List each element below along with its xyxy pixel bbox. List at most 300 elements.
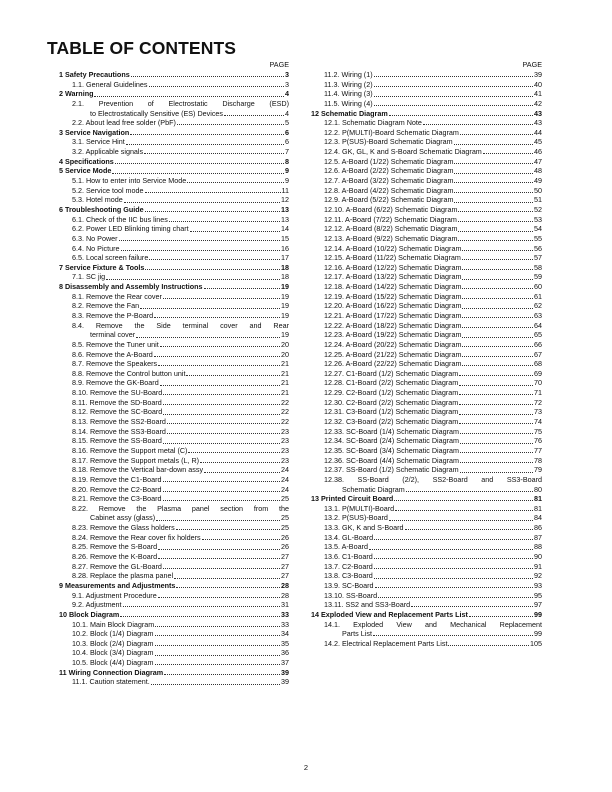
toc-entry-page: 66 <box>534 339 542 349</box>
toc-entry-title: 12.16. A-Board (12/22) Schematic Diagram <box>324 262 462 272</box>
dot-leader <box>167 427 280 437</box>
dot-leader <box>158 552 280 562</box>
toc-entry[interactable] <box>311 253 542 263</box>
toc-entry-page: 22 <box>281 397 289 407</box>
dot-leader <box>462 321 533 331</box>
toc-entry-title: 12.6. A-Board (2/22) Schematic Diagram <box>324 166 454 176</box>
toc-entry-title: 8.13. Remove the SS2-Board <box>72 417 166 427</box>
dot-leader <box>405 523 533 533</box>
toc-entry[interactable] <box>59 244 289 254</box>
toc-entry[interactable] <box>311 109 542 119</box>
page-column-label: PAGE <box>269 60 289 69</box>
toc-entry[interactable] <box>59 571 289 581</box>
dot-leader <box>395 504 533 514</box>
toc-entry[interactable] <box>59 70 289 80</box>
toc-entry-page: 15 <box>281 233 289 243</box>
toc-entry[interactable] <box>59 591 289 601</box>
toc-entry-title: 13.10. SS-Board <box>324 590 378 600</box>
toc-entry[interactable] <box>311 571 542 581</box>
toc-entry[interactable] <box>59 205 289 215</box>
toc-entry[interactable] <box>311 359 542 369</box>
dot-leader <box>174 571 280 581</box>
dot-leader <box>115 157 284 167</box>
toc-entry-title: 8.11. Remove the SD-Board <box>72 397 162 407</box>
dot-leader <box>454 186 533 196</box>
toc-entry-page: 62 <box>534 301 542 311</box>
toc-entry[interactable] <box>311 321 542 331</box>
toc-entry-title: 6.1. Check of the IIC bus lines <box>72 214 168 224</box>
toc-entry-title: 12.34. SC-Board (2/4) Schematic Diagram <box>324 436 460 446</box>
toc-entry-title: 13 Printed Circuit Board <box>311 494 394 504</box>
toc-entry-title: 12.26. A-Board (22/22) Schematic Diagram <box>324 359 462 369</box>
toc-entry-title: 8.22. Remove the Plasma panel section from the <box>72 503 289 513</box>
dot-leader <box>155 620 280 630</box>
toc-entry[interactable] <box>311 263 542 273</box>
toc-entry[interactable] <box>311 205 542 215</box>
toc-entry[interactable] <box>311 494 542 504</box>
toc-entry-title: 9.1. Adjustment Procedure <box>72 590 157 600</box>
toc-entry[interactable] <box>59 215 289 225</box>
toc-entry[interactable] <box>59 253 289 263</box>
toc-entry-title: 12.8. A-Board (4/22) Schematic Diagram <box>324 185 454 195</box>
toc-entry[interactable] <box>311 562 542 572</box>
toc-entry[interactable] <box>311 398 542 408</box>
toc-entry-page: 63 <box>534 311 542 320</box>
dot-leader <box>163 407 280 417</box>
toc-entry[interactable] <box>59 620 289 630</box>
toc-entry[interactable] <box>59 485 289 495</box>
toc-entry-title: 8.15. Remove the SS-Board <box>72 436 162 446</box>
dot-leader <box>154 350 280 360</box>
toc-entry[interactable] <box>311 244 542 254</box>
toc-entry[interactable] <box>59 456 289 466</box>
toc-entry[interactable] <box>311 465 542 475</box>
toc-entry[interactable] <box>59 629 289 639</box>
toc-entry-title: 12.33. SC-Board (1/4) Schematic Diagram <box>324 426 460 436</box>
dot-leader <box>462 253 533 263</box>
dot-leader <box>176 581 280 591</box>
toc-entry[interactable] <box>311 427 542 437</box>
toc-entry-title: 12.20. A-Board (16/22) Schematic Diagram <box>324 301 462 311</box>
toc-entry-page: 91 <box>534 561 542 571</box>
toc-entry[interactable] <box>59 610 289 620</box>
toc-entry[interactable] <box>59 417 289 427</box>
dot-leader <box>460 456 533 466</box>
toc-entry-title: 8.8. Remove the Control button unit <box>72 368 186 378</box>
toc-entry-page: 27 <box>281 561 289 571</box>
toc-entry[interactable] <box>59 321 289 331</box>
toc-entry-title: 12.23. A-Board (19/22) Schematic Diagram <box>324 330 462 340</box>
toc-entry-title: 12.24. A-Board (20/22) Schematic Diagram <box>324 339 462 349</box>
dot-leader <box>458 215 533 225</box>
toc-entry-title: 10.5. Block (4/4) Diagram <box>72 658 154 668</box>
dot-leader <box>462 244 533 254</box>
toc-entry-title: 5.1. How to enter into Service Mode <box>72 176 187 186</box>
toc-entry-title: 8.23. Remove the Glass holders <box>72 523 175 533</box>
toc-entry[interactable] <box>59 600 289 610</box>
toc-entry-page: 52 <box>534 204 542 214</box>
toc-entry-title: 13.6. C1-Board <box>324 552 373 562</box>
dot-leader <box>459 407 533 417</box>
toc-entry-page: 79 <box>534 465 542 475</box>
toc-entry[interactable] <box>59 195 289 205</box>
dot-leader <box>187 176 284 186</box>
toc-entry[interactable] <box>311 620 542 630</box>
toc-entry-page: 49 <box>534 176 542 186</box>
toc-entry-page: 21 <box>281 359 289 369</box>
toc-entry-title: 12.35. SC-Board (3/4) Schematic Diagram <box>324 445 460 455</box>
toc-entry-page: 11 <box>281 185 289 195</box>
dot-leader <box>374 571 533 581</box>
toc-entry-title: 5.3. Hotel mode <box>72 195 123 205</box>
toc-entry[interactable] <box>311 552 542 562</box>
toc-entry[interactable] <box>311 600 542 610</box>
dot-leader <box>389 109 533 119</box>
dot-leader <box>458 205 533 215</box>
toc-entry-page: 19 <box>281 282 289 292</box>
dot-leader <box>406 485 533 495</box>
dot-leader <box>483 147 533 157</box>
toc-entry-title: 12.29. C2-Board (1/2) Schematic Diagram <box>324 388 459 398</box>
toc-entry[interactable] <box>311 330 542 340</box>
toc-entry-title: 10 Block Diagram <box>59 609 120 619</box>
dot-leader <box>460 436 533 446</box>
toc-entry[interactable] <box>59 369 289 379</box>
toc-entry-title: 8.2. Remove the Fan <box>72 301 140 311</box>
toc-entry[interactable] <box>59 311 289 321</box>
toc-entry[interactable] <box>59 128 289 138</box>
toc-entry-title: 13.7. C2-Board <box>324 561 373 571</box>
toc-entry-page: 57 <box>534 253 542 263</box>
toc-entry-page: 86 <box>534 523 542 533</box>
toc-entry-page: 80 <box>534 484 542 494</box>
toc-entry-page: 105 <box>530 638 542 648</box>
toc-entry[interactable] <box>59 99 289 109</box>
dot-leader <box>454 176 533 186</box>
toc-entry-page: 36 <box>281 648 289 658</box>
toc-entry[interactable] <box>59 89 289 99</box>
toc-entry[interactable] <box>311 533 542 543</box>
toc-entry[interactable] <box>311 311 542 321</box>
toc-entry-page: 59 <box>534 272 542 282</box>
toc-entry[interactable] <box>59 272 289 282</box>
toc-entry[interactable] <box>311 80 542 90</box>
toc-entry-title: 12.36. SC-Board (4/4) Schematic Diagram <box>324 455 460 465</box>
toc-entry-title: 9 Measurements and Adjustments <box>59 580 176 590</box>
toc-entry[interactable] <box>311 388 542 398</box>
dot-leader <box>160 340 280 350</box>
dot-leader <box>462 330 533 340</box>
toc-entry[interactable] <box>311 417 542 427</box>
toc-entry-page: 13 <box>281 214 289 224</box>
toc-entry[interactable] <box>59 436 289 446</box>
toc-entry[interactable] <box>311 99 542 109</box>
toc-entry[interactable] <box>59 80 289 90</box>
toc-entry-title: 1 Safety Precautions <box>59 69 130 79</box>
toc-entry[interactable] <box>311 456 542 466</box>
toc-entry-title: 12.10. A-Board (6/22) Schematic Diagram <box>324 204 458 214</box>
toc-entry[interactable] <box>311 224 542 234</box>
toc-entry[interactable] <box>59 292 289 302</box>
dot-leader <box>121 244 280 254</box>
toc-entry[interactable] <box>311 350 542 360</box>
dot-leader <box>155 639 281 649</box>
toc-entry[interactable] <box>59 282 289 292</box>
toc-entry[interactable] <box>311 157 542 167</box>
toc-entry-title: 13.11. SS2 and SS3-Board <box>324 600 411 610</box>
toc-entry-page: 84 <box>534 513 542 523</box>
dot-leader <box>202 533 280 543</box>
dot-leader <box>462 311 533 321</box>
toc-entry-page: 4 <box>285 89 289 99</box>
toc-entry[interactable] <box>59 407 289 417</box>
dot-leader <box>374 552 533 562</box>
toc-entry-title: to Electrostatically Sensitive (ES) Devices <box>90 108 224 118</box>
toc-entry-page: 37 <box>281 658 289 668</box>
toc-entry-title: 12.4. GK, GL, K and S-Board Schematic Diagram <box>324 147 482 157</box>
dot-leader <box>94 89 284 99</box>
toc-entry[interactable] <box>311 513 542 523</box>
toc-entry-title: 8.20. Remove the C2-Board <box>72 484 162 494</box>
toc-entry[interactable] <box>59 359 289 369</box>
toc-entry-title: 6.3. No Power <box>72 233 118 243</box>
toc-entry[interactable] <box>311 176 542 186</box>
toc-entry-page: 39 <box>281 677 289 687</box>
toc-entry-title: 8 Disassembly and Assembly Instructions <box>59 282 203 292</box>
dot-leader <box>163 436 280 446</box>
toc-entry[interactable] <box>311 292 542 302</box>
toc-entry-title: 6.5. Local screen failure <box>72 253 149 263</box>
toc-entry-page: 60 <box>534 282 542 292</box>
toc-entry-page: 87 <box>534 532 542 542</box>
toc-entry[interactable] <box>59 147 289 157</box>
dot-leader <box>454 195 533 205</box>
toc-entry-title: 8.1. Remove the Rear cover <box>72 291 162 301</box>
dot-leader <box>411 600 533 610</box>
toc-entry-page: 99 <box>534 629 542 639</box>
toc-entry-title: 11.2. Wiring (1) <box>324 69 373 79</box>
toc-entry[interactable] <box>311 282 542 292</box>
dot-leader <box>163 292 280 302</box>
toc-entry[interactable] <box>59 263 289 273</box>
dot-leader <box>160 379 280 389</box>
dot-leader <box>120 610 280 620</box>
toc-entry-page: 6 <box>285 127 289 137</box>
toc-entry[interactable] <box>311 407 542 417</box>
toc-entry-title: 13.4. GL-Board <box>324 532 374 542</box>
toc-entry-title: 8.10. Remove the SU-Board <box>72 388 163 398</box>
toc-entry[interactable] <box>311 581 542 591</box>
toc-entry[interactable] <box>311 147 542 157</box>
dot-leader <box>454 137 533 147</box>
toc-entry[interactable] <box>59 109 289 119</box>
dot-leader <box>374 89 533 99</box>
toc-entry[interactable] <box>59 379 289 389</box>
toc-entry-title: 8.19. Remove the C1-Board <box>72 474 162 484</box>
toc-entry-page: 31 <box>281 600 289 610</box>
toc-entry[interactable] <box>311 379 542 389</box>
dot-leader <box>149 80 284 90</box>
toc-entry-page: 19 <box>281 311 289 320</box>
toc-entry-title: 6 Troubleshooting Guide <box>59 204 144 214</box>
toc-entry[interactable] <box>59 137 289 147</box>
dot-leader <box>459 388 533 398</box>
toc-entry[interactable] <box>311 485 542 495</box>
toc-entry[interactable] <box>311 340 542 350</box>
toc-entry[interactable] <box>59 166 289 176</box>
toc-entry[interactable] <box>59 542 289 552</box>
toc-entry-title: 8.26. Remove the K-Board <box>72 552 158 562</box>
toc-entry[interactable] <box>311 542 542 552</box>
toc-entry-page: 8 <box>285 156 289 166</box>
toc-entry-title: 12.30. C2-Board (2/2) Schematic Diagram <box>324 397 459 407</box>
toc-entry[interactable] <box>311 523 542 533</box>
toc-entry[interactable] <box>311 186 542 196</box>
toc-entry[interactable] <box>311 446 542 456</box>
toc-entry-title: 10.3. Block (2/4) Diagram <box>72 638 154 648</box>
toc-entry[interactable] <box>59 176 289 186</box>
toc-entry[interactable] <box>59 301 289 311</box>
toc-entry-title: 12.1. Schematic Diagram Note <box>324 118 422 128</box>
dot-leader <box>131 70 284 80</box>
toc-entry[interactable] <box>59 552 289 562</box>
toc-entry[interactable] <box>59 330 289 340</box>
toc-entry[interactable] <box>311 166 542 176</box>
toc-entry[interactable] <box>59 562 289 572</box>
toc-entry[interactable] <box>59 504 289 514</box>
toc-entry-title: 14 Exploded View and Replacement Parts List <box>311 609 468 619</box>
toc-entry-page: 67 <box>534 349 542 359</box>
toc-entry[interactable] <box>59 648 289 658</box>
toc-entry[interactable] <box>311 215 542 225</box>
toc-entry-title: 2.2. About lead free solder (PbF) <box>72 118 176 128</box>
toc-entry[interactable] <box>311 610 542 620</box>
toc-entry[interactable] <box>311 301 542 311</box>
toc-entry[interactable] <box>59 388 289 398</box>
toc-entry[interactable] <box>59 224 289 234</box>
toc-entry-title: 13.5. A-Board <box>324 542 368 552</box>
toc-entry[interactable] <box>59 186 289 196</box>
toc-entry-page: 41 <box>534 89 542 99</box>
toc-entries-right <box>311 70 542 648</box>
toc-entry-title: 8.3. Remove the P-Board <box>72 311 154 320</box>
toc-entry[interactable] <box>311 118 542 128</box>
toc-entry[interactable] <box>311 195 542 205</box>
toc-entry[interactable] <box>311 639 542 649</box>
toc-entry[interactable] <box>59 533 289 543</box>
toc-entry[interactable] <box>311 629 542 639</box>
dot-leader <box>462 301 533 311</box>
dot-leader <box>374 70 533 80</box>
toc-entry[interactable] <box>311 234 542 244</box>
dot-leader <box>140 301 280 311</box>
dot-leader <box>186 369 280 379</box>
toc-entry[interactable] <box>311 436 542 446</box>
toc-entry[interactable] <box>59 157 289 167</box>
dot-leader <box>224 109 284 119</box>
toc-entry-page: 90 <box>534 552 542 562</box>
toc-entry-page: 61 <box>534 291 542 301</box>
toc-entry[interactable] <box>311 89 542 99</box>
toc-entry-page: 26 <box>281 532 289 542</box>
toc-entry-title: 12 Schematic Diagram <box>311 108 388 118</box>
toc-entry[interactable] <box>59 658 289 668</box>
dot-leader <box>151 677 280 687</box>
toc-entry[interactable] <box>59 639 289 649</box>
toc-entry-page: 43 <box>534 108 542 118</box>
toc-entry[interactable] <box>59 118 289 128</box>
toc-entry-title: 4 Specifications <box>59 156 114 166</box>
toc-entry-page: 44 <box>534 127 542 137</box>
toc-entry[interactable] <box>311 369 542 379</box>
toc-entry[interactable] <box>59 494 289 504</box>
toc-entry[interactable] <box>59 668 289 678</box>
dot-leader <box>155 658 281 668</box>
toc-entry[interactable] <box>59 446 289 456</box>
toc-entry-title: 8.27. Remove the GL-Board <box>72 561 162 571</box>
toc-entry-page: 34 <box>281 629 289 639</box>
dot-leader <box>459 398 533 408</box>
dot-leader <box>423 118 533 128</box>
toc-entry-page: 46 <box>534 147 542 157</box>
toc-entry-title: Parts List <box>342 629 372 639</box>
dot-leader <box>163 494 281 504</box>
toc-entry[interactable] <box>59 581 289 591</box>
toc-entry-page: 33 <box>281 609 289 619</box>
toc-entry-title: 8.5. Remove the Tuner unit <box>72 339 159 349</box>
toc-entry[interactable] <box>311 70 542 80</box>
toc-entry[interactable] <box>311 475 542 485</box>
toc-entry-title: 13.1. P(MULTI)-Board <box>324 503 395 513</box>
toc-entry-title: 8.14. Remove the SS3-Board <box>72 426 166 436</box>
toc-entry[interactable] <box>59 677 289 687</box>
dot-leader <box>454 157 533 167</box>
toc-entry[interactable] <box>311 591 542 601</box>
toc-entry-title: 6.4. No Picture <box>72 243 120 253</box>
toc-entry-page: 43 <box>534 118 542 128</box>
toc-entry[interactable] <box>59 340 289 350</box>
toc-entry-page: 6 <box>285 137 289 147</box>
dot-leader <box>130 128 284 138</box>
toc-entry-title: 3.2. Applicable signals <box>72 147 144 157</box>
toc-entry[interactable] <box>59 427 289 437</box>
toc-entry[interactable] <box>59 475 289 485</box>
toc-entry-page: 81 <box>534 494 542 504</box>
toc-entry-title: 2.1. Prevention of Electrostatic Discharge (ESD) <box>72 98 289 108</box>
toc-entry[interactable] <box>59 465 289 475</box>
toc-entry[interactable] <box>311 504 542 514</box>
toc-entry[interactable] <box>59 513 289 523</box>
toc-entry-page: 23 <box>281 455 289 465</box>
toc-entry-page: 18 <box>281 272 289 282</box>
toc-entry[interactable] <box>59 234 289 244</box>
toc-entry[interactable] <box>311 137 542 147</box>
toc-entry-title: 8.9. Remove the GK-Board <box>72 378 159 388</box>
toc-entry-title: 6.2. Power LED Blinking timing chart <box>72 224 189 234</box>
toc-entry[interactable] <box>59 398 289 408</box>
toc-entry-page: 16 <box>281 243 289 253</box>
dot-leader <box>158 542 280 552</box>
toc-entry[interactable] <box>311 272 542 282</box>
toc-entry[interactable] <box>59 523 289 533</box>
toc-entry[interactable] <box>59 350 289 360</box>
toc-entry-page: 5 <box>285 118 289 128</box>
dot-leader <box>460 446 533 456</box>
toc-entry-page: 26 <box>281 542 289 552</box>
toc-entry[interactable] <box>311 128 542 138</box>
dot-leader <box>373 629 533 639</box>
dot-leader <box>378 591 533 601</box>
